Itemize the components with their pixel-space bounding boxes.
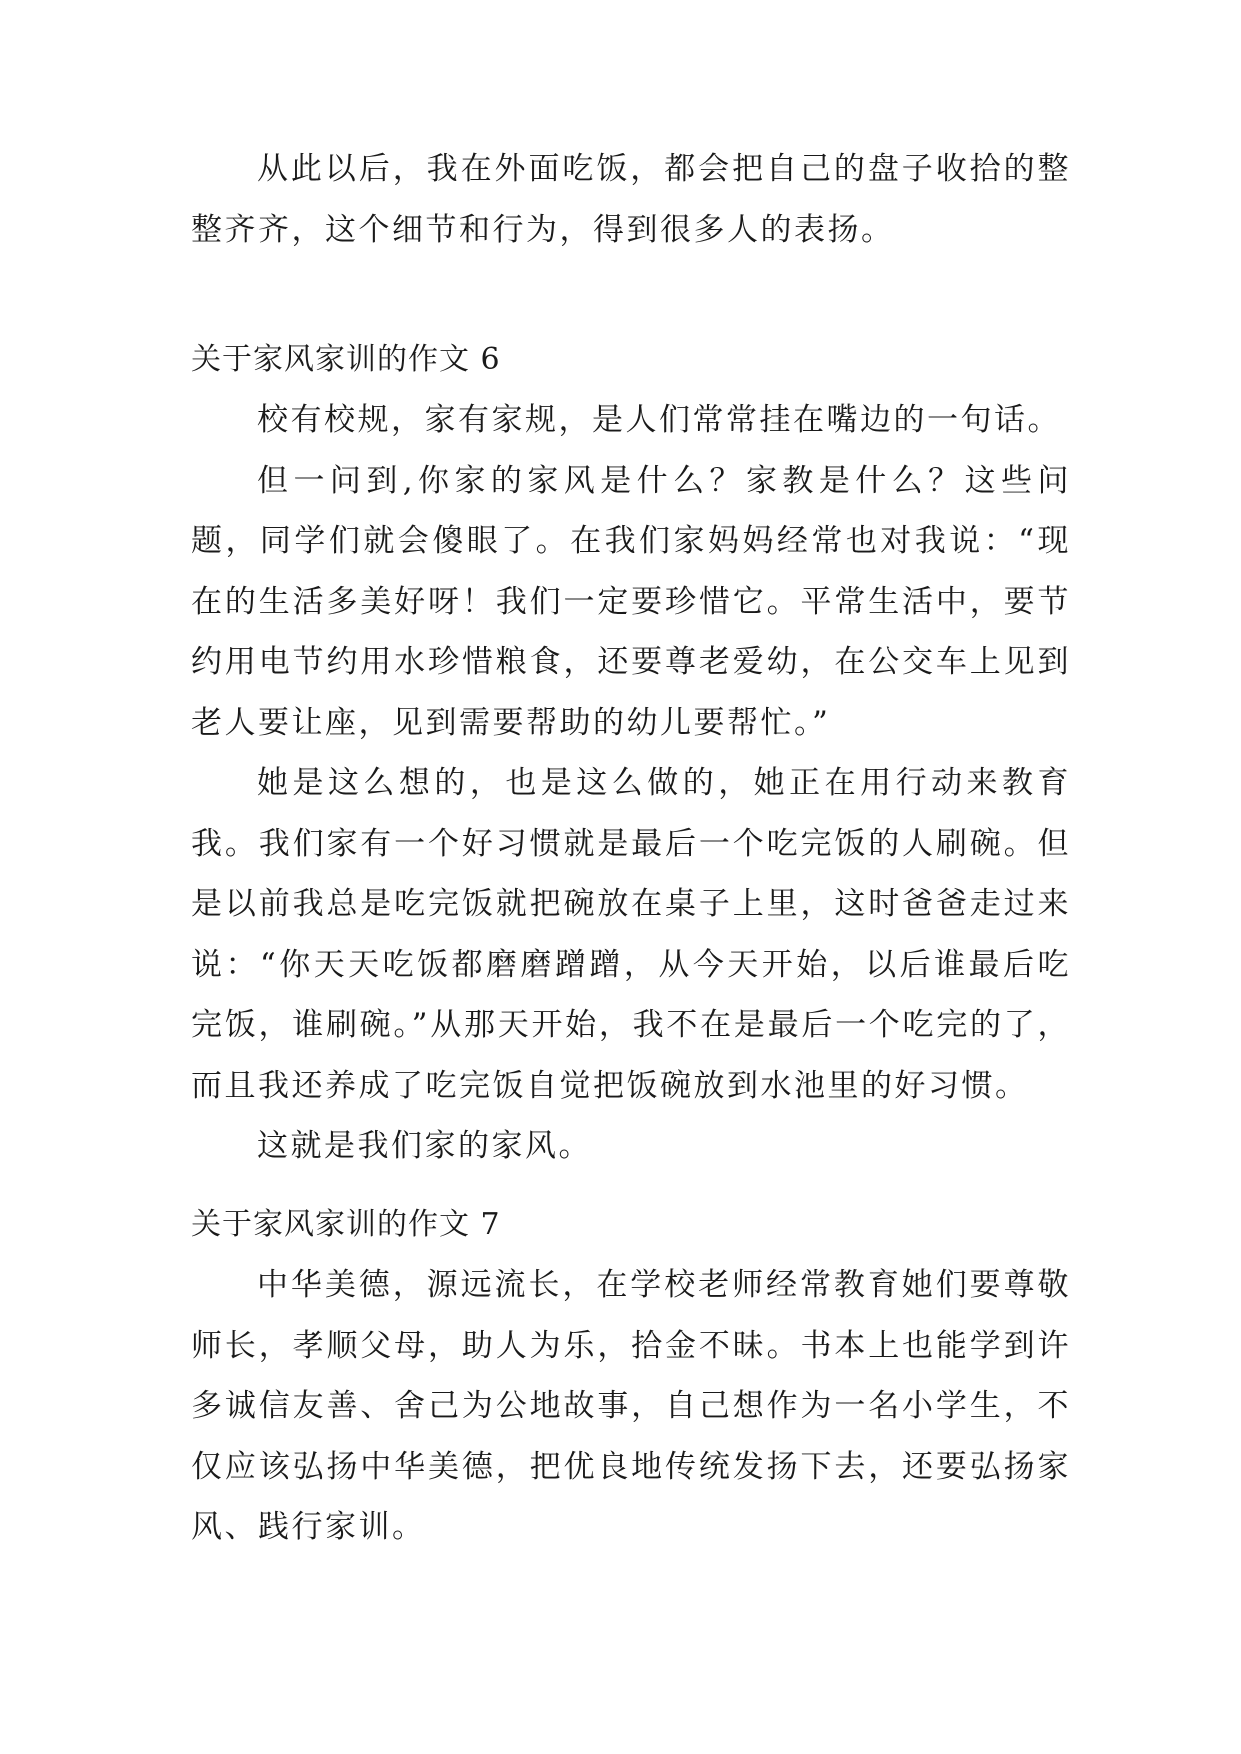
- section-7: [191, 1195, 1071, 1255]
- section-7-heading: 关于家风家训的作文 7: [191, 1207, 501, 1242]
- section-6-body: [191, 390, 1071, 1177]
- section-6-paragraph-1: 校有校规，家有家规，是人们常常挂在嘴边的一句话。: [257, 402, 1061, 438]
- intro-block: [191, 139, 1071, 260]
- section-7-paragraph-1: 中华美德，源远流长，在学校老师经常教育她们要尊敬师长，孝顺父母，助人为乐，拾金不昧。书本上也能学到许多诚信友善、舍己为公地故事，自己想作为一名小学生，不仅应该弘扬中华美德，把优良地传统发扬下去，还要弘扬家风、践行家训。: [191, 1267, 1071, 1545]
- section-7-body: [191, 1255, 1071, 1558]
- section-6-heading: 关于家风家训的作文 6: [191, 342, 501, 377]
- section-6: [191, 330, 1071, 390]
- section-6-paragraph-3: 她是这么想的，也是这么做的，她正在用行动来教育我。我们家有一个好习惯就是最后一个吃完饭的人刷碗。但是以前我总是吃完饭就把碗放在桌子上里，这时爸爸走过来说：“你天天吃饭都磨磨蹭蹭，从今天开始，以后谁最后吃完饭，谁刷碗。”从那天开始，我不在是最后一个吃完的了，而且我还养成了吃完饭自觉把饭碗放到水池里的好习惯。: [191, 765, 1071, 1104]
- section-6-paragraph-2: 但一问到,你家的家风是什么？家教是什么？这些问题，同学们就会傻眼了。在我们家妈妈经常也对我说：“现在的生活多美好呀！我们一定要珍惜它。平常生活中，要节约用电节约用水珍惜粮食，还要尊老爱幼，在公交车上见到老人要让座，见到需要帮助的幼儿要帮忙。”: [191, 462, 1071, 741]
- section-6-paragraph-4: 这就是我们家的家风。: [257, 1128, 592, 1164]
- intro-paragraph: 从此以后，我在外面吃饭，都会把自己的盘子收拾的整整齐齐，这个细节和行为，得到很多人的表扬。: [191, 151, 1071, 248]
